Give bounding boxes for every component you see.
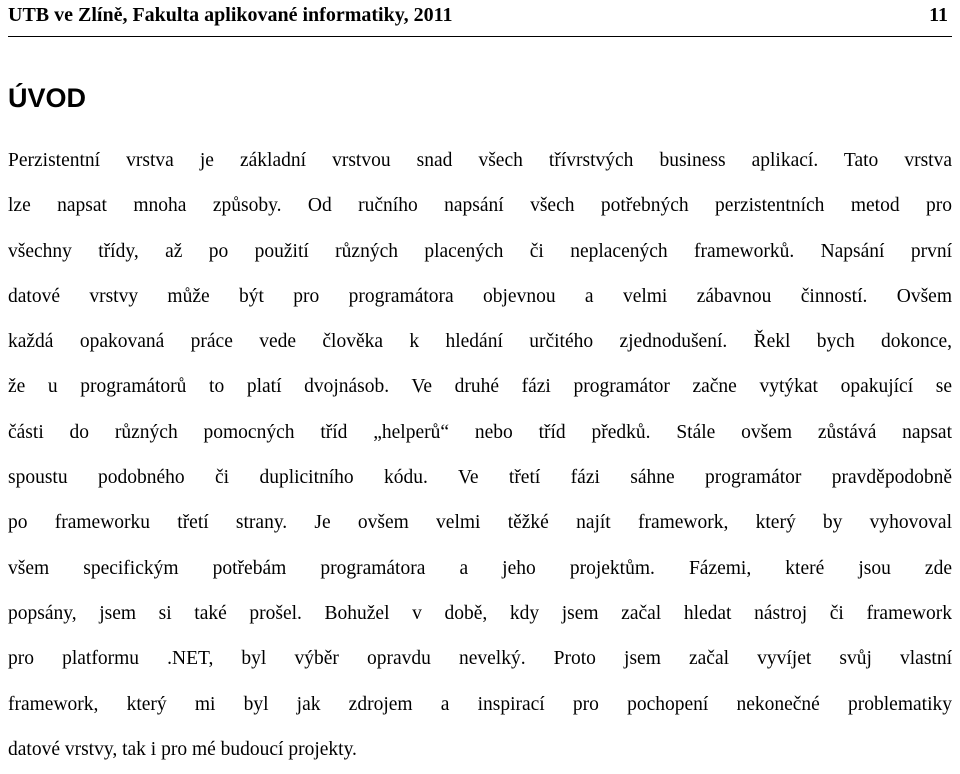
running-header	[8, 4, 952, 37]
section-heading: ÚVOD	[8, 83, 87, 113]
paragraph-line: lze napsat mnoha způsoby. Od ručního napsání všech potřebných perzistentních metod pro	[8, 195, 952, 217]
paragraph-line: všechny třídy, až po použití různých placených či neplacených frameworků. Napsání první	[8, 240, 952, 262]
paragraph-line: pro platformu .NET, byl výběr opravdu nevelký. Proto jsem začal vyvíjet svůj vlastní	[8, 648, 952, 670]
paragraph-line: každá opakovaná práce vede člověka k hledání určitého zjednodušení. Řekl bych dokonce,	[8, 331, 952, 353]
paragraph-line: Perzistentní vrstva je základní vrstvou snad všech třívrstvých business aplikací. Tato vrstva	[8, 150, 952, 171]
paragraph-line: všem specifickým potřebám programátora a jeho projektům. Fázemi, které jsou zde	[8, 557, 952, 579]
header-title: UTB ve Zlíně, Fakulta aplikované informatiky, 2011	[8, 4, 453, 26]
paragraph-line: datové vrstvy může být pro programátora objevnou a velmi zábavnou činností. Ovšem	[8, 285, 952, 307]
paragraph-line: framework, který mi byl jak zdrojem a inspirací pro pochopení nekonečné problematiky	[8, 693, 952, 715]
paragraph-line: spoustu podobného či duplicitního kódu. Ve třetí fázi sáhne programátor pravděpodobně	[8, 467, 952, 489]
paragraph-line: části do různých pomocných tříd „helperů“ nebo tříd předků. Stále ovšem zůstává napsat	[8, 421, 952, 443]
paragraph-line: že u programátorů to platí dvojnásob. Ve druhé fázi programátor začne vytýkat opakující se	[8, 376, 952, 398]
paragraph-line: po frameworku třetí strany. Je ovšem velmi těžké najít framework, který by vyhovoval	[8, 512, 952, 534]
page-number: 11	[929, 4, 948, 26]
paragraph-line: datové vrstvy, tak i pro mé budoucí projekty.	[8, 738, 357, 760]
body-paragraph	[8, 138, 952, 772]
paragraph-line: popsány, jsem si také prošel. Bohužel v době, kdy jsem začal hledat nástroj či framework	[8, 602, 952, 624]
